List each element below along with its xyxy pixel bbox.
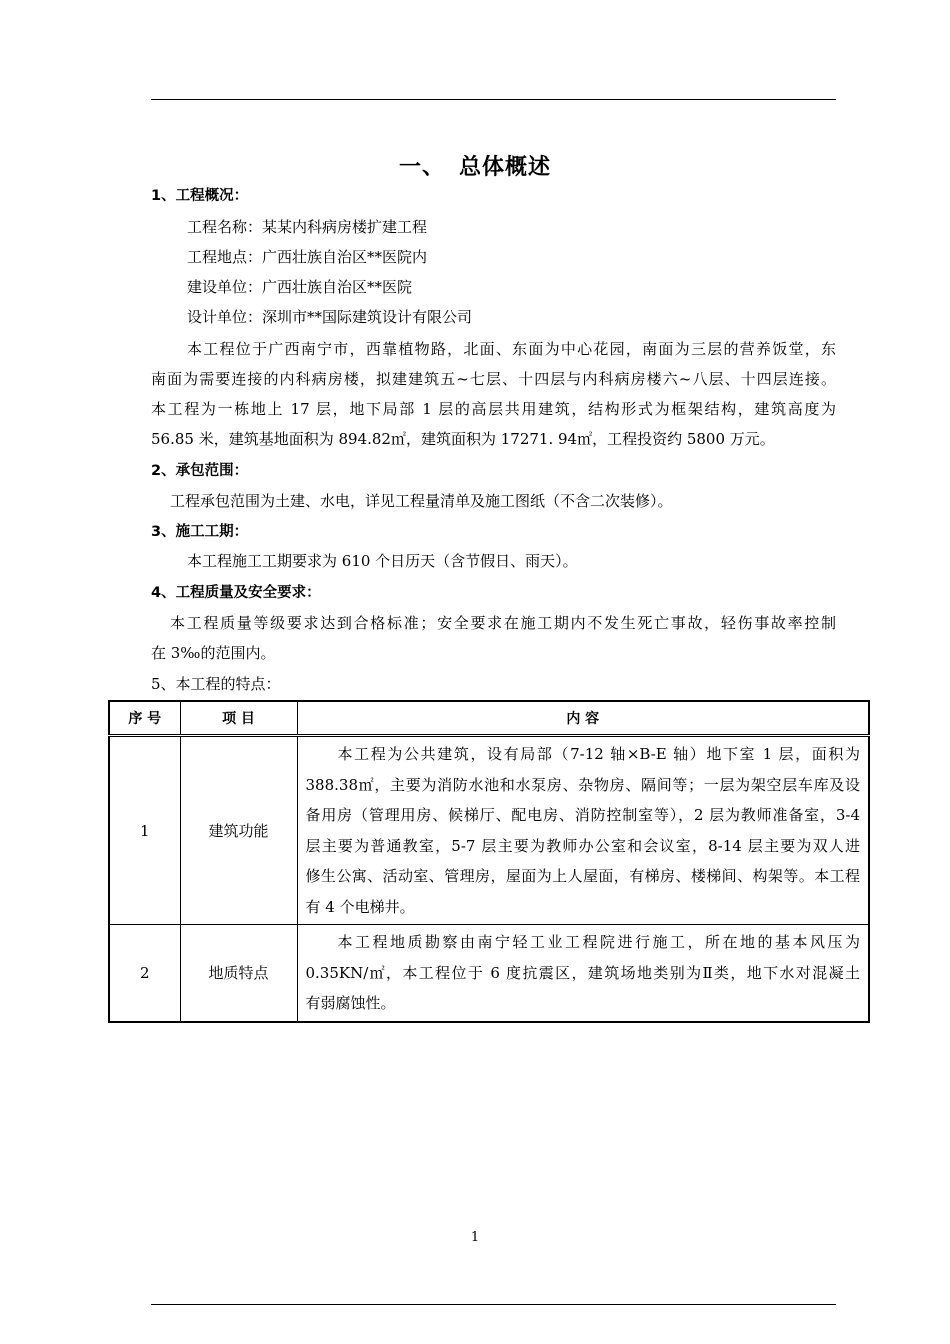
section-heading-1: 1、工程概况： <box>151 188 249 204</box>
project-location: 工程地点：广西壮族自治区**医院内 <box>187 248 428 266</box>
scope-text: 工程承包范围为土建、水电，详见工程量清单及施工图纸（不含二次装修）。 <box>170 492 673 510</box>
content-line: 本工程地质勘察由南宁轻工业工程院进行施工，所在地的基本风压为 <box>337 933 860 951</box>
row-no: 2 <box>109 925 180 1022</box>
content-line: 有 4 个电梯井。 <box>305 897 415 916</box>
content-line: 修生公寓、活动室、管理房，屋面为上人屋面，有梯房、楼梯间、构架等。本工程 <box>305 867 860 885</box>
quality-line-2: 在 3‰的范围内。 <box>151 644 276 662</box>
content-line: 0.35KN/㎡，本工程位于 6 度抗震区，建筑场地类别为Ⅱ类，地下水对混凝土 <box>305 963 860 982</box>
construction-unit: 建设单位：广西壮族自治区**医院 <box>187 278 413 296</box>
table-row <box>109 925 869 1022</box>
header-item: 项 目 <box>180 701 297 736</box>
row-item: 建筑功能 <box>180 736 297 925</box>
overview-line-2: 南面为需要连接的内科病房楼，拟建建筑五~七层、十四层与内科病房楼六~八层、十四层连接。 <box>151 370 836 388</box>
header-content: 内 容 <box>297 701 869 736</box>
row-no: 1 <box>109 736 180 925</box>
design-unit: 设计单位：深圳市**国际建筑设计有限公司 <box>187 308 473 326</box>
row-content <box>297 736 869 925</box>
table-header-row <box>109 701 869 736</box>
section-heading-3: 3、施工工期： <box>151 524 249 540</box>
content-line: 备用房（管理用房、候梯厅、配电房、消防控制室等），2 层为教师准备室，3-4 <box>305 806 860 824</box>
title-number: 一、 <box>398 155 445 180</box>
features-table <box>108 700 870 1023</box>
section-heading-2: 2、承包范围： <box>151 463 249 479</box>
footer-rule <box>151 1304 836 1305</box>
title-text: 总体概述 <box>459 155 552 180</box>
overview-line-3: 本工程为一栋地上 17 层，地下局部 1 层的高层共用建筑，结构形式为框架结构，建筑高度为 <box>151 400 836 418</box>
content-line: 层主要为普通教室，5-7 层主要为教师办公室和会议室，8-14 层主要为双人进 <box>305 836 860 855</box>
overview-line-1: 本工程位于广西南宁市，西靠植物路，北面、东面为中心花园，南面为三层的营养饭堂，东 <box>187 340 836 358</box>
project-name: 工程名称：某某内科病房楼扩建工程 <box>187 218 428 236</box>
section-heading-4: 4、工程质量及安全要求： <box>151 585 321 601</box>
content-line: 388.38㎡，主要为消防水池和水泵房、杂物房、隔间等；一层为架空层车库及设 <box>305 775 860 794</box>
header-rule <box>151 99 836 100</box>
header-no: 序 号 <box>109 701 180 736</box>
content-line: 本工程为公共建筑，设有局部（7-12 轴×B-E 轴）地下室 1 层，面积为 <box>337 745 860 763</box>
row-item: 地质特点 <box>180 925 297 1022</box>
duration-text: 本工程施工工期要求为 610 个日历天（含节假日、雨天）。 <box>187 552 578 570</box>
row-content <box>297 925 869 1022</box>
page-title <box>0 150 950 181</box>
overview-line-4: 56.85 米，建筑基地面积为 894.82㎡，建筑面积为 17271. 94㎡，工程投资约 5800 万元。 <box>151 430 775 448</box>
content-line: 有弱腐蚀性。 <box>305 994 396 1012</box>
section-heading-5: 5、本工程的特点： <box>151 675 281 693</box>
quality-line-1: 本工程质量等级要求达到合格标准；安全要求在施工期内不发生死亡事故，轻伤事故率控制 <box>170 614 836 632</box>
page-number: 1 <box>470 1230 480 1245</box>
table-row <box>109 736 869 925</box>
